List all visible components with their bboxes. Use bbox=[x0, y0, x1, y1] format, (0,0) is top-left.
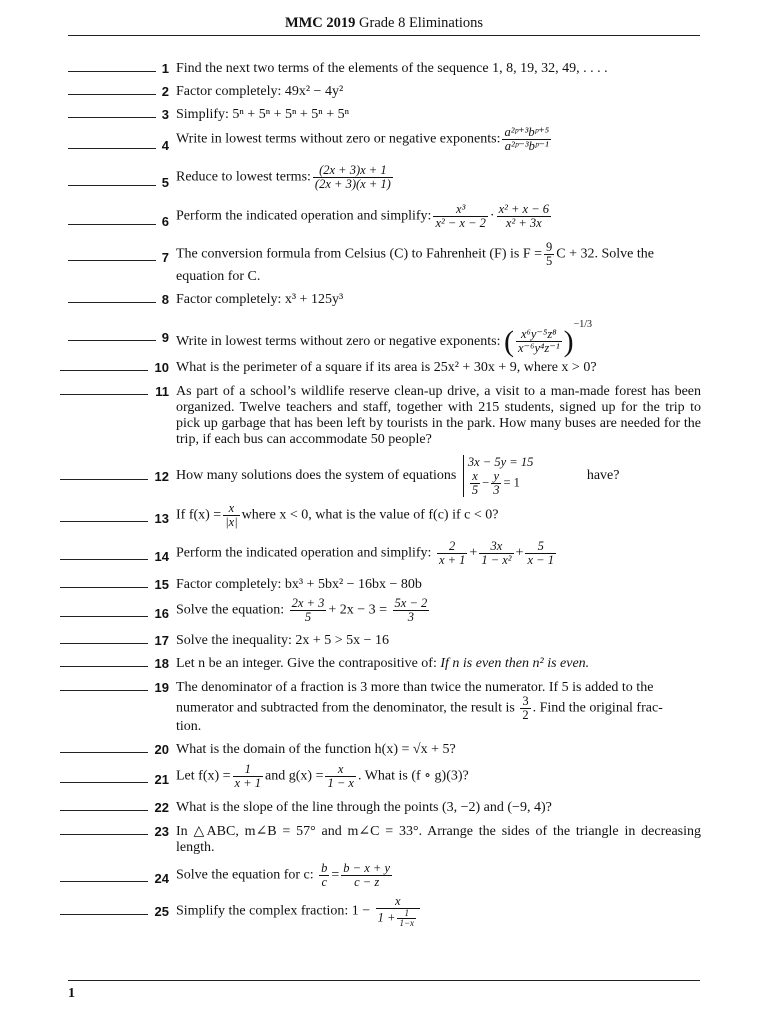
fraction-1 bbox=[290, 597, 327, 624]
question-text bbox=[176, 126, 701, 153]
question-text-a: Let f(x) = bbox=[176, 768, 231, 784]
question-number: 19 bbox=[154, 680, 169, 695]
header-rule bbox=[68, 35, 700, 36]
fraction bbox=[491, 470, 501, 497]
question-text bbox=[176, 203, 701, 230]
question-prompt: Simplify the complex fraction: 1 − bbox=[176, 903, 371, 919]
question-text-b: and g(x) = bbox=[265, 768, 324, 784]
question-text bbox=[176, 164, 701, 191]
question-text: Factor completely: x³ + 125y³ bbox=[176, 292, 344, 307]
fraction-numerator: 3 bbox=[522, 694, 529, 708]
fraction-denominator: c − z bbox=[354, 875, 380, 889]
question-number: 4 bbox=[161, 138, 169, 153]
fraction-denominator: 5 bbox=[304, 610, 312, 624]
question-text: Solve the inequality: 2x + 5 > 5x − 16 bbox=[176, 633, 390, 648]
question-text-a: If f(x) = bbox=[176, 507, 222, 523]
fraction-denominator: 3 bbox=[407, 610, 414, 624]
question-prompt: Solve the equation: bbox=[176, 602, 285, 618]
question-text-line2 bbox=[176, 695, 701, 722]
question-text: What is the domain of the function h(x) = √x + 5? bbox=[176, 742, 456, 757]
question-number: 1 bbox=[161, 61, 169, 76]
question-text bbox=[176, 317, 701, 357]
fraction-denominator: x + 1 bbox=[234, 776, 262, 790]
question-prompt: Write in lowest terms without zero or negative exponents: bbox=[176, 334, 501, 349]
fraction-2 bbox=[497, 203, 551, 230]
fraction-denominator: 1 − x² bbox=[481, 553, 512, 567]
question-number: 6 bbox=[161, 214, 169, 229]
fraction bbox=[502, 126, 551, 153]
fraction-numerator: (2x + 3)x + 1 bbox=[313, 164, 393, 178]
fraction-numerator: 2x + 3 bbox=[291, 596, 325, 610]
fraction bbox=[544, 241, 554, 268]
fraction-numerator: 3x bbox=[479, 540, 513, 554]
question-text-c: equation for C. bbox=[176, 269, 261, 284]
fraction-numerator: 1 bbox=[233, 763, 263, 777]
fraction bbox=[470, 470, 480, 497]
question-number: 5 bbox=[161, 175, 169, 190]
fraction-denominator: 5 bbox=[471, 483, 479, 497]
fraction-numerator: x bbox=[223, 502, 239, 516]
question-number: 21 bbox=[154, 772, 169, 787]
fraction-numerator: 5 bbox=[525, 540, 555, 554]
fraction-numerator: y bbox=[491, 470, 501, 484]
question-text-a: Let n be an integer. Give the contrapositive of: bbox=[176, 656, 437, 671]
question-text: Factor completely: 49x² − 4y² bbox=[176, 84, 344, 99]
question-text-b: where x < 0, what is the value of f(c) if c < 0? bbox=[241, 507, 499, 523]
question-prompt: Perform the indicated operation and simplify: bbox=[176, 208, 432, 224]
fraction-numerator: 1 bbox=[397, 909, 416, 919]
question-number: 2 bbox=[161, 84, 169, 99]
operator: + bbox=[515, 545, 524, 561]
fraction-denominator: 1−x bbox=[399, 918, 415, 928]
fraction-denominator: a²ᵖ⁻³bᵖ⁻¹ bbox=[504, 139, 549, 153]
nested-fraction bbox=[397, 909, 416, 928]
question-number: 17 bbox=[154, 633, 169, 648]
question-text bbox=[176, 862, 701, 889]
fraction bbox=[516, 328, 562, 355]
question-text bbox=[176, 763, 701, 790]
question-number: 7 bbox=[161, 250, 169, 265]
question-number: 14 bbox=[154, 549, 169, 564]
question-number: 11 bbox=[155, 384, 169, 399]
question-text-c: . What is (f ∘ g)(3)? bbox=[357, 768, 469, 784]
question-text bbox=[176, 241, 701, 268]
right-paren: ) bbox=[563, 324, 574, 358]
question-text: Find the next two terms of the elements of the sequence 1, 8, 19, 32, 49, . . . . bbox=[176, 61, 608, 76]
fraction-denominator: x⁻⁶y⁴z⁻¹ bbox=[517, 341, 560, 356]
header-rest: Grade 8 Eliminations bbox=[355, 15, 484, 31]
fraction-denominator: (2x + 3)(x + 1) bbox=[314, 177, 391, 191]
question-text bbox=[176, 502, 701, 529]
question-text bbox=[176, 895, 701, 928]
fraction-2 bbox=[325, 763, 355, 790]
operator: − bbox=[482, 475, 490, 490]
fraction bbox=[520, 695, 530, 722]
question-number: 9 bbox=[161, 330, 169, 345]
question-text-c: . Find the original frac- bbox=[532, 700, 663, 716]
equation-1: 3x − 5y = 15 bbox=[467, 455, 534, 469]
footer-rule bbox=[68, 980, 700, 981]
question-text-a: How many solutions does the system of equations bbox=[176, 468, 457, 484]
fraction-denominator: x² − x − 2 bbox=[435, 216, 486, 230]
equation-2 bbox=[468, 470, 533, 497]
question-text bbox=[176, 597, 701, 624]
question-text-a: The denominator of a fraction is 3 more than twice the numerator. If 5 is added to the bbox=[176, 680, 654, 695]
question-number: 20 bbox=[154, 742, 169, 757]
question-text: Factor completely: bx³ + 5bx² − 16bx − 80b bbox=[176, 577, 422, 592]
question-number: 23 bbox=[154, 824, 169, 839]
fraction-denominator: x − 1 bbox=[527, 553, 554, 567]
fraction-denominator: |x| bbox=[225, 515, 238, 529]
fraction bbox=[313, 164, 393, 191]
fraction-numerator: x bbox=[325, 763, 355, 777]
fraction-denominator: 1 − x bbox=[327, 776, 354, 790]
equation-rhs: = 1 bbox=[503, 475, 520, 490]
page-header bbox=[68, 15, 700, 32]
fraction-1 bbox=[433, 203, 487, 230]
fraction-numerator: 5x − 2 bbox=[394, 596, 428, 610]
question-number: 18 bbox=[154, 656, 169, 671]
question-text bbox=[176, 455, 701, 497]
question-text-b: C + 32. Solve the bbox=[556, 246, 654, 262]
fraction-3 bbox=[525, 540, 555, 567]
fraction-numerator: x bbox=[470, 470, 480, 484]
question-number: 3 bbox=[161, 107, 169, 122]
fraction-denominator: x² + 3x bbox=[505, 216, 542, 230]
fraction-denominator: 2 bbox=[522, 708, 529, 722]
fraction-denominator: c bbox=[321, 875, 328, 889]
fraction-denominator bbox=[376, 909, 420, 928]
operator: · bbox=[489, 208, 495, 224]
complex-fraction bbox=[376, 895, 420, 928]
question-text-d: tion. bbox=[176, 719, 202, 734]
question-text: Simplify: 5ⁿ + 5ⁿ + 5ⁿ + 5ⁿ + 5ⁿ bbox=[176, 107, 350, 122]
question-number: 24 bbox=[154, 871, 169, 886]
header-bold: MMC 2019 bbox=[284, 15, 356, 31]
fraction-numerator: x² + x − 6 bbox=[498, 202, 550, 216]
fraction-denominator: 5 bbox=[546, 254, 553, 268]
fraction-numerator: a²ᵖ⁺³bᵖ⁺⁵ bbox=[504, 125, 550, 139]
fraction-2 bbox=[393, 597, 430, 624]
question-prompt: Reduce to lowest terms: bbox=[176, 169, 311, 185]
equals-sign: = bbox=[331, 867, 340, 883]
question-number: 10 bbox=[154, 360, 169, 375]
question-number: 16 bbox=[154, 606, 169, 621]
question-number: 13 bbox=[154, 511, 169, 526]
fraction-1 bbox=[233, 763, 263, 790]
fraction-numerator: 2 bbox=[437, 540, 467, 554]
question-text: What is the perimeter of a square if its area is 25x² + 30x + 9, where x > 0? bbox=[176, 360, 597, 375]
equation-system bbox=[463, 455, 533, 497]
question-prompt: Perform the indicated operation and simplify: bbox=[176, 545, 432, 561]
fraction-numerator: b − x + y bbox=[343, 861, 391, 875]
fraction-2 bbox=[341, 862, 392, 889]
question-text-b: If n is even then n² is even. bbox=[440, 656, 590, 671]
question-number: 8 bbox=[161, 292, 169, 307]
fraction-numerator: 9 bbox=[546, 240, 553, 254]
left-paren: ( bbox=[503, 324, 514, 358]
question-text-b: numerator and subtracted from the denominator, the result is bbox=[176, 700, 515, 716]
operator: + bbox=[469, 545, 478, 561]
fraction-1 bbox=[437, 540, 467, 567]
fraction-denominator: x + 1 bbox=[438, 553, 466, 567]
denominator-prefix: 1 + bbox=[377, 910, 396, 925]
fraction-numerator: x bbox=[376, 895, 420, 909]
fraction-1 bbox=[319, 862, 329, 889]
fraction bbox=[223, 502, 239, 529]
fraction-2 bbox=[479, 540, 513, 567]
fraction-numerator: b bbox=[321, 861, 328, 875]
equation-middle: + 2x − 3 = bbox=[328, 602, 388, 618]
fraction-numerator: x⁶y⁻⁵z⁸ bbox=[516, 328, 562, 342]
question-text: In △ABC, m∠B = 57° and m∠C = 33°. Arrange the sides of the triangle in decreasing length. bbox=[176, 824, 701, 855]
page-number: 1 bbox=[68, 986, 75, 1001]
question-number: 15 bbox=[154, 577, 169, 592]
fraction-denominator: 3 bbox=[493, 483, 500, 497]
question-text bbox=[176, 656, 701, 672]
question-text: What is the slope of the line through the points (3, −2) and (−9, 4)? bbox=[176, 800, 552, 815]
question-number: 22 bbox=[154, 800, 169, 815]
question-text-b: have? bbox=[586, 468, 620, 484]
question-number: 12 bbox=[154, 469, 169, 484]
question-prompt: Solve the equation for c: bbox=[176, 867, 314, 883]
question-number: 25 bbox=[154, 904, 169, 919]
question-text bbox=[176, 540, 701, 567]
question-text-a: The conversion formula from Celsius (C) to Fahrenheit (F) is F = bbox=[176, 246, 543, 262]
fraction-numerator: x³ bbox=[433, 203, 487, 217]
exponent: −1/3 bbox=[573, 319, 592, 330]
question-text: As part of a school’s wildlife reserve clean-up drive, a visit to a man-made forest has been organized. Twelve teachers and staff, together with 215 students, signed up for the trip to pick up garbage that has been left by tourists in the park. How many buses are needed for the trip, if each bus can accommodate 50 people? bbox=[176, 384, 701, 447]
question-prompt: Write in lowest terms without zero or negative exponents: bbox=[176, 131, 501, 147]
